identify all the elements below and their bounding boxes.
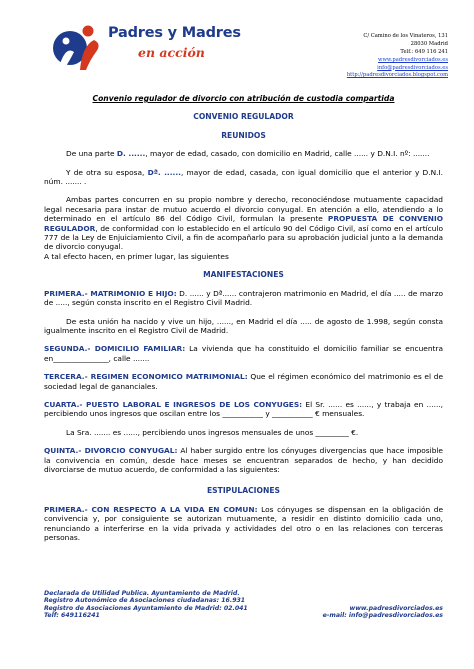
manifestacion-cuarta xyxy=(44,400,443,419)
manifestacion-tercera xyxy=(44,372,443,391)
propuesta-label: PROPUESTA DE CONVENIO REGULADOR xyxy=(44,214,443,233)
paragraph-agreement xyxy=(44,195,443,251)
email-link[interactable]: info@padresdivorciados.es xyxy=(377,64,448,71)
manifestacion-primera xyxy=(44,289,443,308)
footer-utility: Declarada de Utilidad Publica. Ayuntamiento de Madrid. xyxy=(44,590,240,597)
clause-text: Los cónyuges se dispensan en la obligación de convivencia y, por consiguiente se autorizan mutuamente, a residir en distinto domicilio cada uno, renunciando a interferirse en la vida privada y actividades del otro o en las relaciones con terceras personas. xyxy=(44,504,443,542)
clause-text: Que el régimen económico del matrimonio es el de sociedad legal de gananciales. xyxy=(44,372,443,391)
footer-right xyxy=(323,605,443,620)
address-street: C/ Camino de los Vinateros, 131 xyxy=(363,33,448,39)
clause-label: PRIMERA.- CON RESPECTO A LA VIDA EN COMUN: xyxy=(44,504,258,514)
paragraph-husband xyxy=(44,149,443,158)
text: De una parte xyxy=(66,149,117,159)
clause-text: El Sr. ...... es ......, y trabaja en ......, percibiendo unos ingresos que oscilan entre los ___________ y ___________ € mensuales. xyxy=(44,399,443,419)
clause-label: QUINTA.- DIVORCIO CONYUGAL: xyxy=(44,446,178,456)
text: Ambas partes concurren en su propio nombre y derecho, reconociéndose mutuamente capacidad legal necesaria para instar de mutuo acuerdo el divorcio conyugal. En atención a ello, atendiendo a lo determinado en el artículo 86 del Código Civil, formulan la presente xyxy=(44,195,443,224)
estipulacion-primera xyxy=(44,505,443,543)
document-body xyxy=(44,94,443,542)
address-phone: Telf.: 649 116 241 xyxy=(400,49,448,55)
clause-label: CUARTA.- PUESTO LABORAL E INGRESOS DE LOS CONYUGES: xyxy=(44,399,303,409)
footer xyxy=(44,590,443,620)
manifestacion-hijo xyxy=(44,317,443,336)
links-block xyxy=(347,57,448,80)
clause-label: PRIMERA.- MATRIMONIO E HIJO: xyxy=(44,288,177,298)
paragraph-intro: A tal efecto hacen, en primer lugar, las siguientes xyxy=(44,251,229,261)
blog-link[interactable]: http://padresdivorciados.blogspot.com xyxy=(346,72,448,78)
heading-estipulaciones: ESTIPULACIONES xyxy=(207,486,280,496)
clause-text: De esta unión ha nacido y vive un hijo, ......, en Madrid el día ..... de agosto de 1.998, según consta igualmente inscrito en el Registro Civil de Madrid. xyxy=(44,316,443,335)
logo-title: Padres y Madres xyxy=(108,25,241,41)
clause-label: SEGUNDA.- DOMICILIO FAMILIAR: xyxy=(44,344,186,354)
clause-text: La vivienda que ha constituido el domicilio familiar se encuentra en_______________, calle ....... xyxy=(44,344,443,363)
heading-manifestaciones: MANIFESTACIONES xyxy=(203,270,284,280)
footer-email-link[interactable]: e-mail: info@padresdivorciados.es xyxy=(322,612,443,620)
manifestacion-segunda xyxy=(44,344,443,363)
address-city: 28030 Madrid xyxy=(410,41,448,47)
footer-website-link[interactable]: www.padresdivorciados.es xyxy=(349,604,443,612)
manifestacion-sra xyxy=(44,428,443,437)
paragraph-wife xyxy=(44,168,443,187)
logo-subtitle: en acción xyxy=(138,45,205,60)
clause-text: La Sra. ....... es ......, percibiendo unos ingresos mensuales de unos _________ €. xyxy=(66,427,359,437)
text: , mayor de edad, casado, con domicilio en Madrid, calle ...... y D.N.I. nº: ....... xyxy=(145,149,430,159)
text: , mayor de edad, casada, con igual domicilio que el anterior y D.N.I. núm. ....... . xyxy=(44,167,443,187)
clause-label: TERCERA.- REGIMEN ECONOMICO MATRIMONIAL: xyxy=(44,372,248,382)
clause-text: D. ...... y Dª...... contrajeron matrimonio en Madrid, el día ..... de marzo de ....., según consta inscrito en el Registro Civil Madrid. xyxy=(44,288,443,308)
wife-name: Dª. ...... xyxy=(147,167,181,177)
text: , de conformidad con lo establecido en el artículo 90 del Código Civil, así como en el artículo 777 de la Ley de Enjuiciamiento Civil, a fin de acompañarlo para su aprobación judicial junto a la demanda de divorcio conyugal. xyxy=(44,223,443,252)
text: Y de otra su esposa, xyxy=(66,167,148,177)
logo xyxy=(52,22,242,72)
family-logo-icon xyxy=(52,22,108,72)
heading-convenio: CONVENIO REGULADOR xyxy=(193,112,294,122)
footer-registry-autonomico: Registro Autonómico de Asociaciones ciudadanas: 16.931 xyxy=(44,597,246,605)
clause-text: Al haber surgido entre los cónyuges divergencias que hace imposible la convivencia en común, desde hace meses se encuentran separados de hecho, y han decidido divorciarse de mutuo acuerdo, de conformidad a las siguientes: xyxy=(44,446,443,474)
footer-phone: Telf: 649116241 xyxy=(44,612,100,620)
manifestacion-quinta xyxy=(44,446,443,474)
footer-registry-ayuntamiento: Registro de Asociaciones Ayuntamiento de Madrid: 02.041 xyxy=(44,604,248,612)
husband-name: D. ...... xyxy=(116,149,146,159)
address-block xyxy=(363,32,448,56)
website-link[interactable]: www.padresdivorciados.es xyxy=(378,57,448,63)
document-title: Convenio regulador de divorcio con atribución de custodia compartida xyxy=(92,94,395,103)
heading-reunidos: REUNIDOS xyxy=(221,130,266,140)
